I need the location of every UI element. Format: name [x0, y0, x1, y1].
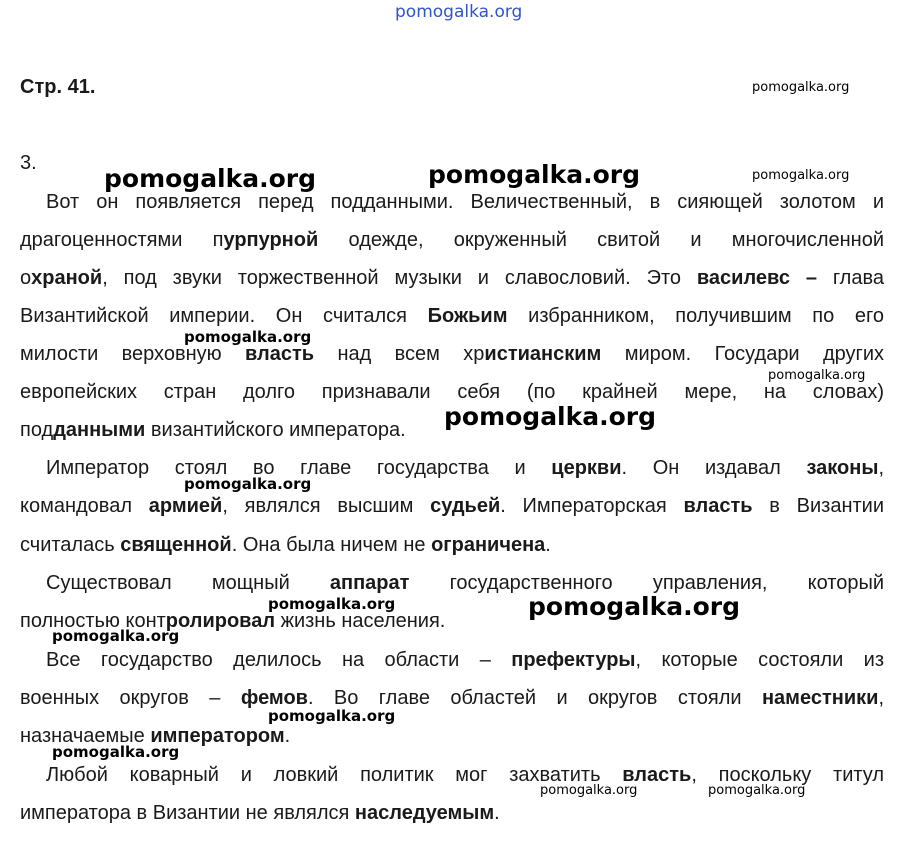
bold-term: аппарат: [329, 572, 410, 594]
watermark: pomogalka.org: [752, 168, 850, 183]
text-segment: .: [284, 725, 291, 747]
watermark: pomogalka.org: [528, 592, 741, 621]
text-segment: милости верховную: [20, 343, 245, 365]
watermark: pomogalka.org: [268, 707, 396, 725]
text-segment: избранником, получившим по его: [507, 305, 884, 327]
bold-term: власть: [245, 343, 315, 365]
text-segment: . Она была ничем не: [231, 534, 432, 556]
text-segment: о: [20, 267, 32, 289]
watermark: pomogalka.org: [104, 164, 317, 193]
text-segment: .: [545, 534, 551, 556]
text-segment: жизнь населения.: [275, 610, 446, 632]
text-segment: глава: [832, 267, 884, 289]
bold-term: храной: [31, 267, 103, 289]
text-segment: императора в Византии не являлся: [20, 802, 355, 824]
bold-term: фемов: [240, 687, 308, 709]
bold-term: законы: [806, 457, 879, 479]
watermark: pomogalka.org: [268, 595, 396, 613]
text-segment: миром. Государи других: [601, 343, 885, 365]
text-line: [20, 648, 884, 672]
text-segment: назначаемые: [20, 725, 151, 747]
text-segment: Император стоял во главе государства и: [46, 457, 552, 479]
bold-term: армией: [148, 495, 223, 517]
text-line: [20, 456, 884, 480]
text-line: [20, 190, 884, 214]
watermark: pomogalka.org: [428, 160, 641, 189]
text-segment: Вот он появляется перед подданными. Величественный, в сияющей золотом и: [46, 191, 884, 213]
text-segment: , которые состояли из: [635, 649, 884, 671]
text-line: [20, 533, 884, 557]
text-segment: , под звуки торжественной музыки и славословий. Это: [102, 267, 697, 289]
page-heading: Стр. 41.: [20, 76, 96, 98]
bold-term: ограничена: [431, 534, 546, 556]
bold-term: наместники: [761, 687, 879, 709]
text-segment: европейских стран долго признавали себя (по крайней мере, на словах): [20, 381, 884, 403]
text-segment: командовал: [20, 495, 149, 517]
watermark: pomogalka.org: [752, 80, 850, 95]
bold-term: священной: [120, 534, 232, 556]
text-segment: византийского императора.: [145, 419, 406, 441]
text-segment: полностью конт: [20, 610, 166, 632]
text-segment: . Императорская: [500, 495, 684, 517]
bold-term: урпурной: [223, 229, 319, 251]
bold-term: данными: [53, 419, 146, 441]
bold-term: власть: [683, 495, 753, 517]
text-line: [20, 801, 884, 825]
text-line: [20, 342, 884, 366]
watermark: pomogalka.org: [708, 783, 806, 798]
bold-term: власть: [622, 764, 692, 786]
text-segment: считалась: [20, 534, 121, 556]
text-segment: в Византии: [752, 495, 884, 517]
watermark: pomogalka.org: [184, 475, 312, 493]
text-segment: . Он издавал: [621, 457, 807, 479]
text-segment: Все государство делилось на области –: [46, 649, 512, 671]
text-segment: государственного управления, который: [409, 572, 884, 594]
bold-term: ролировал: [165, 610, 276, 632]
task-number: 3.: [20, 152, 37, 174]
text-segment: Любой коварный и ловкий политик мог захватить: [46, 764, 623, 786]
text-segment: под: [20, 419, 54, 441]
text-line: [20, 266, 884, 290]
bold-term: истианским: [484, 343, 602, 365]
text-line: [20, 571, 884, 595]
text-line: [20, 380, 884, 404]
bold-term: префектуры: [511, 649, 636, 671]
text-segment: .: [494, 802, 500, 824]
text-segment: Византийской империи. Он считался: [20, 305, 428, 327]
text-line: [20, 418, 884, 442]
watermark: pomogalka.org: [768, 368, 866, 383]
text-segment: над всем хр: [314, 343, 485, 365]
text-line: [20, 228, 884, 252]
text-segment: ,: [878, 457, 884, 479]
text-line: [20, 304, 884, 328]
text-segment: , поскольку титул: [691, 764, 884, 786]
text-line: [20, 494, 884, 518]
bold-term: императором: [150, 725, 285, 747]
text-line: [20, 686, 884, 710]
bold-term: наследуемым: [354, 802, 495, 824]
bold-term: василевс –: [696, 267, 833, 289]
text-segment: военных округов –: [20, 687, 241, 709]
text-segment: , являлся высшим: [222, 495, 431, 517]
text-segment: ,: [878, 687, 884, 709]
bold-term: церкви: [551, 457, 622, 479]
watermark: pomogalka.org: [52, 627, 180, 645]
text-segment: . Во главе областей и округов стояли: [307, 687, 762, 709]
bold-term: судьей: [430, 495, 501, 517]
bold-term: Божьим: [427, 305, 508, 327]
text-segment: одежде, окруженный свитой и многочисленной: [318, 229, 885, 251]
watermark: pomogalka.org: [52, 743, 180, 761]
watermark: pomogalka.org: [444, 402, 657, 431]
watermark: pomogalka.org: [540, 783, 638, 798]
text-segment: драгоценностями п: [20, 229, 224, 251]
text-segment: Существовал мощный: [46, 572, 330, 594]
watermark: pomogalka.org: [184, 328, 312, 346]
watermark-top: pomogalka.org: [395, 2, 523, 22]
